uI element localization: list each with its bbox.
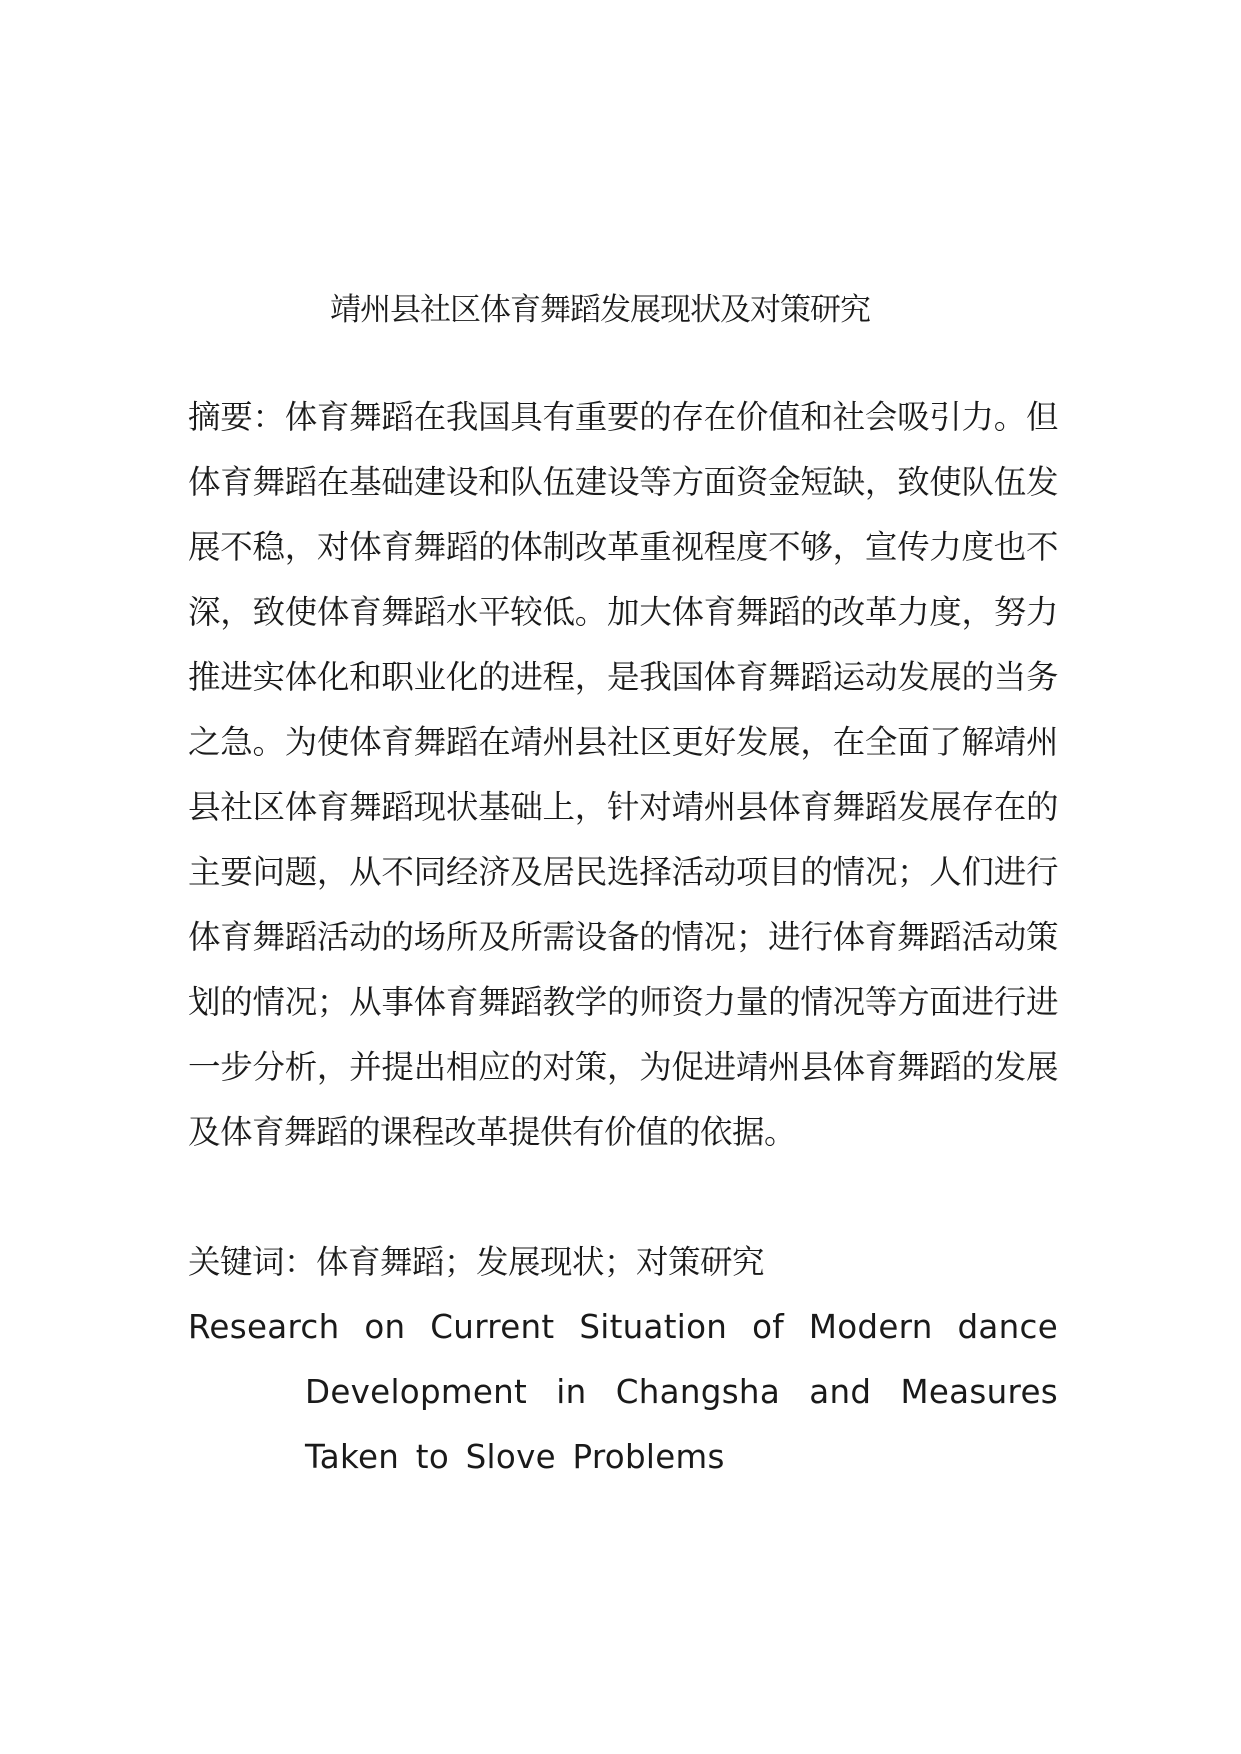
document-title: 靖州县社区体育舞蹈发展现状及对策研究 [330,292,870,328]
abstract-paragraph: 摘要：体育舞蹈在我国具有重要的存在价值和社会吸引力。但体育舞蹈在基础建设和队伍建设等方面资金短缺，致使队伍发展不稳，对体育舞蹈的体制改革重视程度不够，宣传力度也不深，致使体育舞蹈水平较低。加大体育舞蹈的改革力度，努力推进实体化和职业化的进程，是我国体育舞蹈运动发展的当务之急。为使体育舞蹈在靖州县社区更好发展，在全面了解靖州县社区体育舞蹈现状基础上，针对靖州县体育舞蹈发展存在的主要问题，从不同经济及居民选择活动项目的情况；人们进行体育舞蹈活动的场所及所需设备的情况；进行体育舞蹈活动策划的情况；从事体育舞蹈教学的师资力量的情况等方面进行进一步分析，并提出相应的对策，为促进靖州县体育舞蹈的发展及体育舞蹈的课程改革提供有价值的依据。 [188,398,1058,1151]
english-title: Research on Current Situation of Modern dance Development in Changsha and Measures Taken to Slove Problems [188,1308,1058,1476]
keywords-line: 关键词：体育舞蹈；发展现状；对策研究 [188,1243,765,1281]
